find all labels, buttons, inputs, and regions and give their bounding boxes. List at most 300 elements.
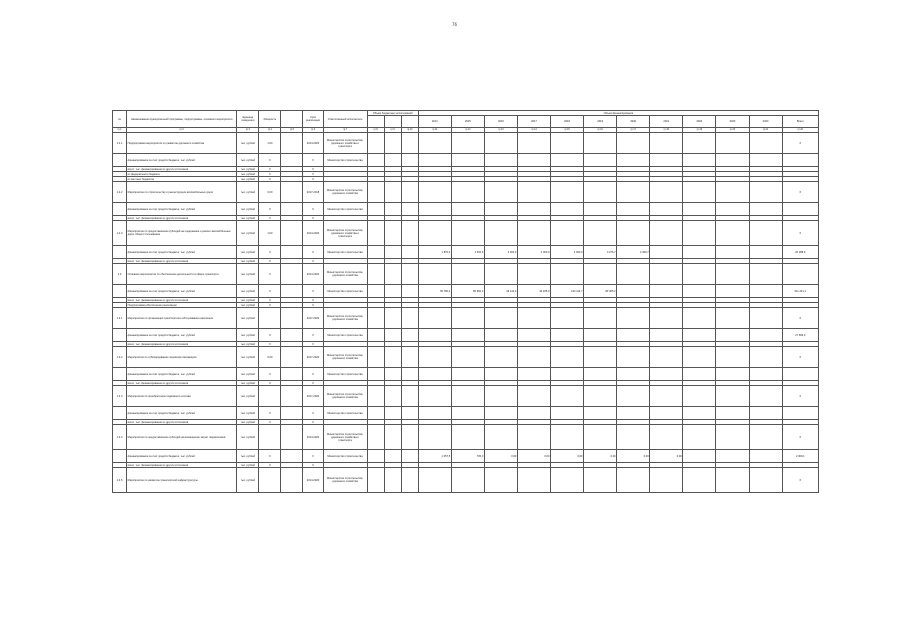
row-year-value (683, 347, 716, 368)
row-year-value (716, 264, 749, 285)
row-unit: тыс. рублей (237, 285, 259, 298)
row-power (259, 386, 281, 407)
row-period: Х (303, 303, 323, 308)
row-name: финансирование за счет средств бюджета, тыс. рублей (127, 246, 237, 259)
row-name: всего, тыс. финансирование из других источников (127, 342, 237, 347)
row-period: 2014-2020 (303, 425, 323, 450)
row-blank (281, 133, 303, 154)
row-year-value (551, 386, 584, 407)
row-year-value: 1 057,5 (418, 450, 451, 463)
row-year-value (617, 468, 650, 493)
row-exec: Министерство строительства (323, 407, 367, 420)
row-exec: Министерство строительства, дорожного хозяйства (323, 468, 367, 493)
row-fund-a (367, 368, 384, 381)
row-year-value (551, 308, 584, 329)
header-fund-c (401, 116, 418, 128)
row-year-value (683, 368, 716, 381)
row-year-value (451, 347, 484, 368)
row-year-value (650, 308, 683, 329)
table-row (113, 329, 819, 342)
row-year-value (683, 285, 716, 298)
row-name: финансирование за счет средств бюджета, тыс. рублей (127, 450, 237, 463)
row-fund-c (401, 308, 418, 329)
row-year-value (749, 246, 782, 259)
row-year-value: 2 000,0 (484, 246, 517, 259)
row-exec: Министерство строительства, дорожного хозяйства (323, 386, 367, 407)
row-year-value (617, 154, 650, 167)
row-year-value (484, 264, 517, 285)
table-row (113, 386, 819, 407)
header-year: 2019 (584, 116, 617, 128)
row-year-value (484, 329, 517, 342)
row-fund-b (384, 329, 401, 342)
row-unit: тыс. рублей (237, 133, 259, 154)
table-row (113, 264, 819, 285)
row-year-value (749, 133, 782, 154)
row-fund-b (384, 425, 401, 450)
row-number: 1.3.4 (113, 425, 127, 450)
row-fund-b (384, 182, 401, 203)
row-blank (281, 347, 303, 368)
row-fund-b (384, 347, 401, 368)
header-unit: Единица измерения (237, 111, 259, 128)
row-exec: Министерство строительства (323, 285, 367, 298)
row-period: 2017-2020 (303, 386, 323, 407)
row-year-value (418, 203, 451, 216)
row-year-value (584, 264, 617, 285)
row-year-value (683, 450, 716, 463)
row-year-value: Х (782, 468, 818, 493)
row-blank (281, 407, 303, 420)
row-year-value (517, 308, 550, 329)
table-row (113, 154, 819, 167)
row-year-value (418, 308, 451, 329)
row-number (113, 154, 127, 167)
row-power: Х (259, 298, 281, 303)
row-period: 2014-2020 (303, 468, 323, 493)
row-name: из федерального бюджета (127, 172, 237, 177)
row-power: Х (259, 381, 281, 386)
row-year-value: Х (782, 221, 818, 246)
row-period: Х (303, 342, 323, 347)
row-year-value (551, 203, 584, 216)
row-year-value (418, 133, 451, 154)
row-year-value (451, 133, 484, 154)
row-period: Х (303, 407, 323, 420)
column-number: гр.3 (237, 128, 259, 133)
row-year-value (617, 347, 650, 368)
table-row (113, 203, 819, 216)
column-number: гр.22 (782, 128, 818, 133)
row-year-value (716, 246, 749, 259)
row-year-value (451, 264, 484, 285)
table-row (113, 246, 819, 259)
row-fund-a (367, 154, 384, 167)
row-number: 1.3 (113, 264, 127, 285)
row-year-value: 0,00 (517, 450, 550, 463)
row-year-value (517, 468, 550, 493)
row-year-value (451, 308, 484, 329)
row-name: Мероприятие по организации транспортного обслуживания населения (127, 308, 237, 329)
row-year-value (584, 407, 617, 420)
row-year-value (650, 246, 683, 259)
row-unit: тыс. рублей (237, 298, 259, 303)
row-power: Х (259, 285, 281, 298)
row-year-value (418, 368, 451, 381)
table-row (113, 308, 819, 329)
row-year-value (683, 407, 716, 420)
row-period: 2017-2020 (303, 308, 323, 329)
row-blank (281, 182, 303, 203)
row-fund-b (384, 246, 401, 259)
row-fund-b (384, 154, 401, 167)
row-year-value (683, 386, 716, 407)
row-year-value (716, 450, 749, 463)
row-year-value (517, 221, 550, 246)
row-name: всего, тыс. финансирование из других источников (127, 420, 237, 425)
row-year-value (716, 182, 749, 203)
row-year-value (650, 221, 683, 246)
row-unit: тыс. рублей (237, 303, 259, 308)
row-year-value (749, 450, 782, 463)
row-fund-a (367, 407, 384, 420)
row-year-value (418, 182, 451, 203)
row-fund-b (384, 133, 401, 154)
row-name: финансирование за счет средств бюджета, тыс. рублей (127, 407, 237, 420)
row-power: Х (259, 450, 281, 463)
header-exec: Ответственный исполнитель (323, 111, 367, 128)
row-year-value (484, 182, 517, 203)
row-year-value (584, 468, 617, 493)
row-year-value (551, 221, 584, 246)
row-year-value (749, 154, 782, 167)
row-year-value (484, 347, 517, 368)
row-year-value: 193 114,7 (551, 285, 584, 298)
row-year-value (484, 407, 517, 420)
row-fund-a (367, 133, 384, 154)
row-name: Мероприятие по приобретению подвижного состава (127, 386, 237, 407)
row-exec: Министерство строительства, дорожного хозяйства и транспорта (323, 425, 367, 450)
row-year-value (782, 154, 818, 167)
row-year-value (650, 182, 683, 203)
row-power (259, 425, 281, 450)
row-year-value (418, 468, 451, 493)
row-period: Х (303, 172, 323, 177)
column-number: гр.17 (617, 128, 650, 133)
row-fund-a (367, 264, 384, 285)
row-period: Х (303, 259, 323, 264)
row-power: Х (259, 329, 281, 342)
row-unit: тыс. рублей (237, 264, 259, 285)
row-year-value (617, 425, 650, 450)
row-blank (281, 221, 303, 246)
row-year-value (749, 264, 782, 285)
row-number (113, 407, 127, 420)
row-fund-c (401, 450, 418, 463)
row-year-value: Х (782, 347, 818, 368)
row-year-value (451, 329, 484, 342)
row-year-value (584, 368, 617, 381)
row-name: Основное мероприятие по обеспечению деятельности в сфере транспорта (127, 264, 237, 285)
row-unit: тыс. рублей (237, 259, 259, 264)
row-fund-a (367, 425, 384, 450)
row-power: Х (259, 463, 281, 468)
column-number: гр.10 (401, 128, 418, 133)
row-unit: тыс. рублей (237, 420, 259, 425)
row-blank (281, 285, 303, 298)
row-fund-b (384, 285, 401, 298)
row-number: 1.3.2 (113, 347, 127, 368)
row-power: Х (259, 177, 281, 182)
row-year-value (683, 154, 716, 167)
row-year-value (584, 308, 617, 329)
row-unit: тыс. рублей (237, 381, 259, 386)
row-name: Мероприятие по субсидированию перевозок пассажиров (127, 347, 237, 368)
row-unit: тыс. рублей (237, 368, 259, 381)
row-year-value (782, 264, 818, 285)
row-year-value (683, 425, 716, 450)
row-fund-b (384, 407, 401, 420)
row-year-value (716, 285, 749, 298)
row-year-value: 2 300,1 (782, 450, 818, 463)
row-year-value (418, 407, 451, 420)
row-fund-b (384, 308, 401, 329)
row-power (259, 308, 281, 329)
row-number: 1.2.3 (113, 221, 127, 246)
row-year-value (551, 347, 584, 368)
row-number: 1.2.1 (113, 133, 127, 154)
funding-table (112, 110, 819, 493)
row-year-value: 83 005,2 (584, 285, 617, 298)
row-year-value (617, 203, 650, 216)
row-year-value: 4 459,7 (617, 246, 650, 259)
row-period: 2017-2020 (303, 347, 323, 368)
row-exec: Министерство строительства (323, 329, 367, 342)
table-row (113, 182, 819, 203)
row-year-value (517, 407, 550, 420)
header-power: Мощность (259, 111, 281, 128)
row-year-value (584, 203, 617, 216)
row-power: Х (259, 167, 281, 172)
row-unit: тыс. рублей (237, 463, 259, 468)
row-fund-c (401, 386, 418, 407)
row-year-value (484, 154, 517, 167)
header-funding-group: Объем бюджетных ассигнований (367, 111, 418, 116)
table-row (113, 468, 819, 493)
row-number: 1.2.2 (113, 182, 127, 203)
row-year-value: Х (782, 182, 818, 203)
row-year-value (617, 285, 650, 298)
row-fund-a (367, 246, 384, 259)
row-year-value (650, 386, 683, 407)
row-number: 1.3.1 (113, 308, 127, 329)
row-fund-c (401, 329, 418, 342)
row-unit: тыс. рублей (237, 177, 259, 182)
row-year-value (617, 133, 650, 154)
row-blank (281, 425, 303, 450)
row-power: Х (259, 154, 281, 167)
row-year-value (551, 154, 584, 167)
row-year-value (716, 425, 749, 450)
row-year-value (650, 425, 683, 450)
row-period: Х (303, 177, 323, 182)
row-fund-a (367, 308, 384, 329)
row-power: Х (259, 216, 281, 221)
row-year-value: Х (782, 133, 818, 154)
document-sheet (112, 110, 819, 493)
column-number: гр.15 (551, 128, 584, 133)
row-exec: Министерство строительства, дорожного хозяйства (323, 308, 367, 329)
row-number (113, 285, 127, 298)
row-unit: тыс. рублей (237, 425, 259, 450)
row-period: 2014-2020 (303, 264, 323, 285)
row-year-value (749, 221, 782, 246)
row-year-value (683, 133, 716, 154)
row-fund-c (401, 407, 418, 420)
row-year-value (517, 203, 550, 216)
row-name: финансирование за счет средств бюджета, тыс. рублей (127, 154, 237, 167)
row-unit: тыс. рублей (237, 221, 259, 246)
row-unit: тыс. рублей (237, 407, 259, 420)
row-power: Х (259, 342, 281, 347)
row-year-value (418, 347, 451, 368)
row-year-value (484, 368, 517, 381)
row-year-value (716, 347, 749, 368)
row-year-value: 511 221,1 (782, 285, 818, 298)
row-year-value (749, 368, 782, 381)
row-year-value (716, 468, 749, 493)
row-unit: тыс. рублей (237, 347, 259, 368)
row-fund-a (367, 347, 384, 368)
row-fund-a (367, 450, 384, 463)
row-fund-c (401, 246, 418, 259)
row-unit: тыс. рублей (237, 216, 259, 221)
row-power: Х (259, 264, 281, 285)
row-blank (281, 154, 303, 167)
row-year-value (551, 264, 584, 285)
row-period: Х (303, 381, 323, 386)
row-year-value (716, 221, 749, 246)
row-unit: тыс. рублей (237, 386, 259, 407)
row-year-value (716, 386, 749, 407)
row-year-value (418, 221, 451, 246)
row-power: 0,00 (259, 182, 281, 203)
header-year: 2015 (451, 116, 484, 128)
row-fund-a (367, 468, 384, 493)
row-year-value: 4 000,0 (517, 246, 550, 259)
row-year-value: 0,00 (584, 450, 617, 463)
row-year-value (683, 203, 716, 216)
row-year-value (418, 329, 451, 342)
header-years-group: Объем финансирования (418, 111, 818, 116)
row-year-value (484, 133, 517, 154)
column-number: гр.14 (517, 128, 550, 133)
row-name: Подпрограмма обеспечения реализации (127, 303, 237, 308)
header-year: 2017 (517, 116, 550, 128)
header-year: 2024 (749, 116, 782, 128)
row-name: всего, тыс. финансирование из других источников (127, 167, 237, 172)
row-year-value (683, 246, 716, 259)
column-number: гр.16 (584, 128, 617, 133)
row-fund-c (401, 221, 418, 246)
row-year-value (584, 329, 617, 342)
table-row (113, 285, 819, 298)
row-year-value (650, 329, 683, 342)
header-period-a (281, 111, 303, 128)
row-year-value: 0,00 (551, 450, 584, 463)
row-fund-a (367, 203, 384, 216)
row-year-value (584, 182, 617, 203)
column-number: гр.13 (484, 128, 517, 133)
row-year-value (517, 386, 550, 407)
page-number: 76 (452, 22, 458, 27)
row-number (113, 329, 127, 342)
row-year-value (617, 221, 650, 246)
row-year-value (782, 368, 818, 381)
table-row (113, 407, 819, 420)
row-name: всего, тыс. финансирование из других источников (127, 381, 237, 386)
row-power: Х (259, 246, 281, 259)
row-year-value (683, 264, 716, 285)
row-year-value (517, 425, 550, 450)
row-period: Х (303, 203, 323, 216)
row-year-value (749, 308, 782, 329)
column-number: гр.8 (367, 128, 384, 133)
row-year-value: 80 992,2 (451, 285, 484, 298)
row-fund-b (384, 264, 401, 285)
row-year-value (749, 203, 782, 216)
row-year-value (782, 407, 818, 420)
row-year-value (716, 308, 749, 329)
row-fund-b (384, 203, 401, 216)
row-unit: тыс. рублей (237, 329, 259, 342)
row-year-value (650, 264, 683, 285)
row-fund-a (367, 329, 384, 342)
row-year-value (749, 329, 782, 342)
row-name: финансирование за счет средств бюджета, тыс. рублей (127, 285, 237, 298)
row-year-value (584, 133, 617, 154)
row-unit: тыс. рублей (237, 342, 259, 347)
header-year: 2022 (683, 116, 716, 128)
row-exec: Министерство строительства (323, 246, 367, 259)
row-exec: Министерство строительства (323, 368, 367, 381)
header-year: 2014 (418, 116, 451, 128)
row-fund-c (401, 133, 418, 154)
row-year-value (517, 329, 550, 342)
row-year-value (551, 425, 584, 450)
header-num: № (113, 111, 127, 128)
row-name: Подпрограмма мероприятия по развитию дорожного хозяйства (127, 133, 237, 154)
column-number: гр.19 (683, 128, 716, 133)
row-power: Х (259, 203, 281, 216)
row-power: 1,00 (259, 221, 281, 246)
row-year-value (451, 221, 484, 246)
row-year-value (716, 203, 749, 216)
row-fund-a (367, 386, 384, 407)
row-name: Мероприятие по развитию транспортной инфраструктуры (127, 468, 237, 493)
header-fund-a (367, 116, 384, 128)
row-fund-c (401, 425, 418, 450)
row-year-value (650, 154, 683, 167)
row-year-value (683, 468, 716, 493)
row-name: Мероприятие по предоставлению субсидий на содержание и ремонт автомобильных дорог общего пользования (127, 221, 237, 246)
row-name: Мероприятие по предоставлению субсидий на возмещение затрат перевозчиков (127, 425, 237, 450)
row-fund-b (384, 221, 401, 246)
row-power: Х (259, 303, 281, 308)
row-year-value (418, 264, 451, 285)
row-year-value (451, 182, 484, 203)
row-year-value (617, 329, 650, 342)
